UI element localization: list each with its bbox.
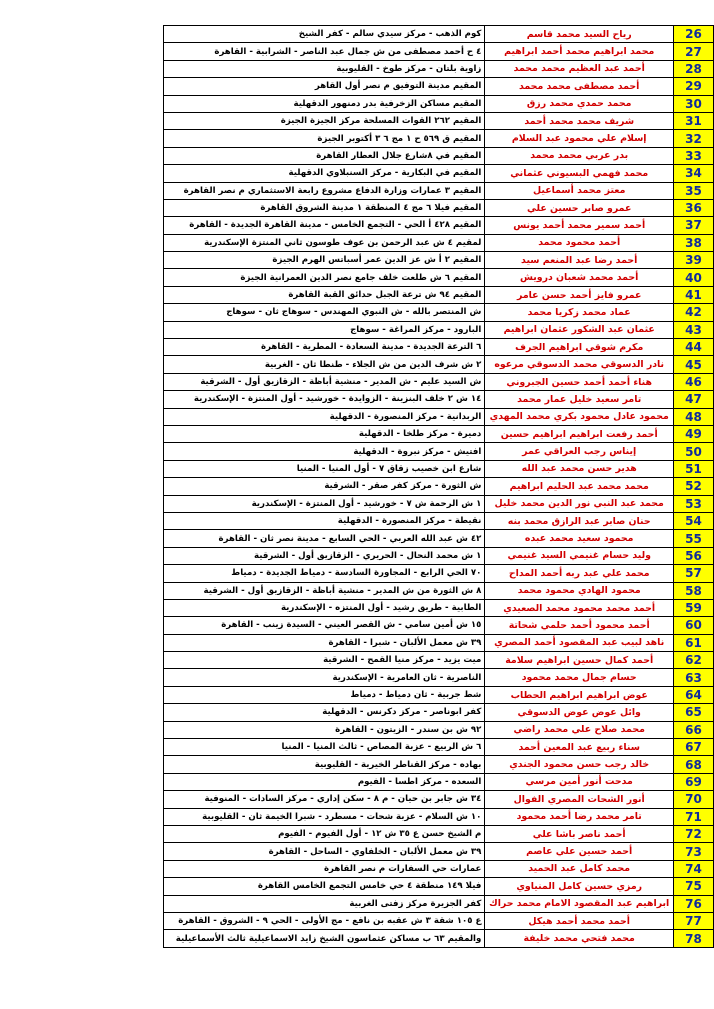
name-cell: أحمد محمود محمد bbox=[485, 234, 674, 251]
name-cell: رياح السيد محمد قاسم bbox=[485, 26, 674, 43]
table-row bbox=[164, 617, 714, 634]
table-row bbox=[164, 443, 714, 460]
address-cell: ٤٢ ش عبد الله العربي - الحي السابع - مدينة نصر ثان - القاهرة bbox=[164, 530, 485, 547]
table-row bbox=[164, 130, 714, 147]
table-row bbox=[164, 199, 714, 216]
name-cell: رمزي حسين كامل المنياوي bbox=[485, 878, 674, 895]
table-row bbox=[164, 652, 714, 669]
address-cell: ع ١٠٥ شقة ٣ ش عقبه بن نافع - مج الأولى - الحي ٩ - الشروق - القاهرة bbox=[164, 912, 485, 929]
name-cell: عمرو صابر حسين علي bbox=[485, 199, 674, 216]
number-cell: 73 bbox=[674, 843, 714, 860]
name-cell: أحمد رفعت ابراهيم ابراهيم حسين bbox=[485, 425, 674, 442]
table-row bbox=[164, 704, 714, 721]
table-row bbox=[164, 930, 714, 947]
table-row bbox=[164, 408, 714, 425]
name-cell: ابراهيم عبد المقصود الامام محمد حراك bbox=[485, 895, 674, 912]
number-cell: 62 bbox=[674, 652, 714, 669]
table-row bbox=[164, 860, 714, 877]
table-row bbox=[164, 825, 714, 842]
table-row bbox=[164, 286, 714, 303]
number-cell: 58 bbox=[674, 582, 714, 599]
number-cell: 38 bbox=[674, 234, 714, 251]
address-cell: المقيم في البكارية - مركز السنبلاوي الدقهلية bbox=[164, 165, 485, 182]
address-cell: ٩٢ ش بن سندر - الزيتون - القاهرة bbox=[164, 721, 485, 738]
address-cell: ٦ الترعة الجديدة - مدينة السعادة - المطرية - القاهرة bbox=[164, 339, 485, 356]
name-cell: محمد حمدي محمد رزق bbox=[485, 95, 674, 112]
name-cell: محمود عادل محمود بكري محمد المهدي bbox=[485, 408, 674, 425]
name-cell: نادر الدسوقي محمد الدسوقي مرعوه bbox=[485, 356, 674, 373]
table-row bbox=[164, 60, 714, 77]
table-row bbox=[164, 634, 714, 651]
address-cell: المقيم مساكن الزخرفية بدر دمنهور الدقهلية bbox=[164, 95, 485, 112]
address-cell: ١٤ ش ٢ خلف البنزينة - الزوايدة - خورشيد - أول المنتزة - الإسكندرية bbox=[164, 391, 485, 408]
address-cell: ٢ ش شرف الدين من ش الجلاء - طنطا ثان - الغربية bbox=[164, 356, 485, 373]
number-cell: 46 bbox=[674, 373, 714, 390]
table-row bbox=[164, 773, 714, 790]
number-cell: 68 bbox=[674, 756, 714, 773]
address-cell: السعده - مركز اطسا - الفيوم bbox=[164, 773, 485, 790]
name-cell: محمد فهمي البسيوني عثماني bbox=[485, 165, 674, 182]
name-cell: أحمد محمود أحمد حلمي شحاتة bbox=[485, 617, 674, 634]
address-cell: المقيم ق ٥٦٩ ح ١ مج ٦ ٣ أكتوبر الجيزة bbox=[164, 130, 485, 147]
address-cell: المقيم فيلا ٦ مج ٤ المنطقة ١ مدينة الشروق القاهرة bbox=[164, 199, 485, 216]
number-cell: 41 bbox=[674, 286, 714, 303]
table-row bbox=[164, 339, 714, 356]
table-row bbox=[164, 269, 714, 286]
table-row bbox=[164, 26, 714, 43]
number-cell: 56 bbox=[674, 547, 714, 564]
number-cell: 60 bbox=[674, 617, 714, 634]
address-cell: ٣٩ ش معمل الألبان - شبرا - القاهرة bbox=[164, 634, 485, 651]
address-cell: نقيطة - مركز المنصورة - الدقهلية bbox=[164, 512, 485, 529]
address-cell: كفر ابوناصر - مركز دكرنس - الدقهلية bbox=[164, 704, 485, 721]
table-row bbox=[164, 217, 714, 234]
name-cell: محمد كامل عبد الحميد bbox=[485, 860, 674, 877]
name-cell: عوض ابراهيم ابراهيم الحطاب bbox=[485, 686, 674, 703]
table-row bbox=[164, 95, 714, 112]
number-cell: 28 bbox=[674, 60, 714, 77]
number-cell: 37 bbox=[674, 217, 714, 234]
name-cell: محمد صلاح علي محمد راضي bbox=[485, 721, 674, 738]
name-cell: أحمد كمال حسين ابراهيم سلامة bbox=[485, 652, 674, 669]
address-cell: افتيش - مركز نبروة - الدقهلية bbox=[164, 443, 485, 460]
address-cell: المقيم ٣ عمارات وزارة الدفاع مشروع رابعة الاستثماري م نصر القاهرة bbox=[164, 182, 485, 199]
address-cell: ش المنتصر بالله - ش النبوي المهندس - سوهاج ثان - سوهاج bbox=[164, 304, 485, 321]
number-cell: 31 bbox=[674, 112, 714, 129]
table-row bbox=[164, 252, 714, 269]
address-cell: والمقيم ٦٣ ب مساكن عثماسون الشيخ زايد الاسماعيلية ثالث الأسماعيلية bbox=[164, 930, 485, 947]
table-row bbox=[164, 182, 714, 199]
table-row bbox=[164, 530, 714, 547]
table-row bbox=[164, 112, 714, 129]
name-cell: أحمد ناصر باشا علي bbox=[485, 825, 674, 842]
address-cell: الناصرية - ثان العامرية - الإسكندرية bbox=[164, 669, 485, 686]
table-row bbox=[164, 599, 714, 616]
number-cell: 77 bbox=[674, 912, 714, 929]
number-cell: 76 bbox=[674, 895, 714, 912]
number-cell: 52 bbox=[674, 478, 714, 495]
address-cell: شارع ابن خصيب زقاق ٧ - أول المنيا - المنيا bbox=[164, 460, 485, 477]
name-cell: أحمد رضا عبد المنعم سيد bbox=[485, 252, 674, 269]
number-cell: 78 bbox=[674, 930, 714, 947]
name-cell: خالد رجب حسن محمود الجندي bbox=[485, 756, 674, 773]
table-row bbox=[164, 460, 714, 477]
table-row bbox=[164, 912, 714, 929]
number-cell: 64 bbox=[674, 686, 714, 703]
table-row bbox=[164, 495, 714, 512]
name-cell: مدحت أنور أمين مرسي bbox=[485, 773, 674, 790]
name-cell: هناء أحمد أحمد حسين الجبروني bbox=[485, 373, 674, 390]
address-cell: م الشيخ حسن ع ٣٥ ش ١٢ - أول الفيوم - الفيوم bbox=[164, 825, 485, 842]
name-cell: أحمد سمير محمد أحمد يونس bbox=[485, 217, 674, 234]
name-cell: تامر سعيد خليل عمار محمد bbox=[485, 391, 674, 408]
name-cell: شريف محمد محمد أحمد bbox=[485, 112, 674, 129]
name-cell: مكرم شوقي ابراهيم الجرف bbox=[485, 339, 674, 356]
address-cell: المقيم ٤٢٨ أ الحي - التجمع الخامس - مدينة القاهرة الجديدة - القاهرة bbox=[164, 217, 485, 234]
name-cell: حنان صابر عبد الرازق محمد بنه bbox=[485, 512, 674, 529]
table-body bbox=[164, 26, 714, 948]
name-cell: أحمد محمد محمود محمد الصعيدي bbox=[485, 599, 674, 616]
address-cell: المقيم ٢٦٢ القوات المسلحة مركز الجيزة الجيزة bbox=[164, 112, 485, 129]
address-cell: ١ ش محمد النحال - الحريري - الزقازيق أول - الشرقية bbox=[164, 547, 485, 564]
address-cell: ٧٠ الحي الرابع - المجاورة السادسة - دمياط الجديدة - دمياط bbox=[164, 565, 485, 582]
number-cell: 57 bbox=[674, 565, 714, 582]
number-cell: 39 bbox=[674, 252, 714, 269]
address-cell: فيلا ١٤٩ منطقة ٤ حي خامس التجمع الخامس القاهرة bbox=[164, 878, 485, 895]
number-cell: 30 bbox=[674, 95, 714, 112]
number-cell: 53 bbox=[674, 495, 714, 512]
name-cell: أحمد حسين علي عاصم bbox=[485, 843, 674, 860]
table-row bbox=[164, 78, 714, 95]
address-cell: ٨ ش الثورة من ش المدير - منشية أباظة - الزقازيق أول - الشرقية bbox=[164, 582, 485, 599]
address-cell: ١٠ ش السلام - عزبة شحات - مسطرد - شبرا الخيمة ثان - القليوبية bbox=[164, 808, 485, 825]
table-row bbox=[164, 739, 714, 756]
address-cell: المقيم ٩٤ ش ترعة الجبل حدائق القبة القاهرة bbox=[164, 286, 485, 303]
address-cell: ش الثورة - مركز كفر صقر - الشرقية bbox=[164, 478, 485, 495]
address-cell: ٣٩ ش معمل الألبان - الخلفاوي - الساحل - القاهرة bbox=[164, 843, 485, 860]
name-cell: أحمد مصطفى محمد محمد bbox=[485, 78, 674, 95]
number-cell: 59 bbox=[674, 599, 714, 616]
name-cell: محمد عبد النبي نور الدين محمد خليل bbox=[485, 495, 674, 512]
number-cell: 43 bbox=[674, 321, 714, 338]
address-cell: ١٥ ش أمين سامي - ش القصر العيني - السيدة زينب - القاهرة bbox=[164, 617, 485, 634]
table-row bbox=[164, 478, 714, 495]
number-cell: 35 bbox=[674, 182, 714, 199]
name-cell: وائل عوض عوض الدسوقي bbox=[485, 704, 674, 721]
name-cell: أحمد محمد شعبان درويش bbox=[485, 269, 674, 286]
number-cell: 33 bbox=[674, 147, 714, 164]
name-cell: محمد محمد عبد الحليم ابراهيم bbox=[485, 478, 674, 495]
address-cell: ٦ ش الربيع - عزبة المصاص - ثالث المنيا - المنيا bbox=[164, 739, 485, 756]
table-row bbox=[164, 165, 714, 182]
address-cell: ميت يزيد - مركز منيا القمح - الشرقية bbox=[164, 652, 485, 669]
number-cell: 47 bbox=[674, 391, 714, 408]
number-cell: 51 bbox=[674, 460, 714, 477]
number-cell: 74 bbox=[674, 860, 714, 877]
table-row bbox=[164, 721, 714, 738]
number-cell: 29 bbox=[674, 78, 714, 95]
number-cell: 67 bbox=[674, 739, 714, 756]
name-cell: بدر عربي محمد محمد bbox=[485, 147, 674, 164]
number-cell: 32 bbox=[674, 130, 714, 147]
number-cell: 34 bbox=[674, 165, 714, 182]
address-cell: بهاده - مركز القناطر الخيرية - القليوبية bbox=[164, 756, 485, 773]
name-cell: عماد محمد زكريا محمد bbox=[485, 304, 674, 321]
table-row bbox=[164, 43, 714, 60]
name-cell: ناهد لبيب عبد المقصود أحمد المصري bbox=[485, 634, 674, 651]
registry-table bbox=[163, 25, 714, 948]
number-cell: 49 bbox=[674, 425, 714, 442]
name-cell: هدير حسن محمد عبد الله bbox=[485, 460, 674, 477]
name-cell: سناء ربيع عبد المعين أحمد bbox=[485, 739, 674, 756]
name-cell: محمود الهادي محمود محمد bbox=[485, 582, 674, 599]
address-cell: ٤ ح أحمد مصطفى من ش جمال عبد الناصر - الشرابية - القاهرة bbox=[164, 43, 485, 60]
address-cell: دميرة - مركز طلخا - الدقهلية bbox=[164, 425, 485, 442]
number-cell: 63 bbox=[674, 669, 714, 686]
table-row bbox=[164, 512, 714, 529]
name-cell: إيناس رجب العراقي عمر bbox=[485, 443, 674, 460]
number-cell: 27 bbox=[674, 43, 714, 60]
name-cell: أحمد عبد العظيم محمد محمد bbox=[485, 60, 674, 77]
number-cell: 44 bbox=[674, 339, 714, 356]
name-cell: محمد ابراهيم محمد أحمد ابراهيم bbox=[485, 43, 674, 60]
number-cell: 69 bbox=[674, 773, 714, 790]
table-row bbox=[164, 756, 714, 773]
table-row bbox=[164, 808, 714, 825]
address-cell: الربدانية - مركز المنصورة - الدقهلية bbox=[164, 408, 485, 425]
number-cell: 75 bbox=[674, 878, 714, 895]
number-cell: 55 bbox=[674, 530, 714, 547]
address-cell: ١ ش الرحمة ش ٧ - خورشيد - أول المنتزة - الإسكندرية bbox=[164, 495, 485, 512]
table-row bbox=[164, 565, 714, 582]
table-row bbox=[164, 843, 714, 860]
table-row bbox=[164, 547, 714, 564]
number-cell: 45 bbox=[674, 356, 714, 373]
number-cell: 50 bbox=[674, 443, 714, 460]
address-cell: شط جربية - ثان دمياط - دمياط bbox=[164, 686, 485, 703]
number-cell: 36 bbox=[674, 199, 714, 216]
name-cell: معتز محمد أسماعيل bbox=[485, 182, 674, 199]
address-cell: المقيم ٢ أ ش عز الدين عمر أسباتس الهرم الجيزة bbox=[164, 252, 485, 269]
name-cell: تامر محمد رضا أحمد محمود bbox=[485, 808, 674, 825]
address-cell: ٣٤ ش جابر بن حيان - م ٨ - سكن إداري - مركز السادات - المنوفية bbox=[164, 791, 485, 808]
number-cell: 48 bbox=[674, 408, 714, 425]
table-row bbox=[164, 669, 714, 686]
table-row bbox=[164, 391, 714, 408]
name-cell: أحمد محمد أحمد هيكل bbox=[485, 912, 674, 929]
address-cell: البارود - مركز المراغة - سوهاج bbox=[164, 321, 485, 338]
number-cell: 61 bbox=[674, 634, 714, 651]
table-row bbox=[164, 686, 714, 703]
name-cell: عثمان عبد الشكور عثمان ابراهيم bbox=[485, 321, 674, 338]
table-row bbox=[164, 356, 714, 373]
number-cell: 66 bbox=[674, 721, 714, 738]
address-cell: الطابية - طريق رشيد - أول المنتزه - الإسكندرية bbox=[164, 599, 485, 616]
address-cell: المقيم مدينة التوفيق م نصر أول القاهر bbox=[164, 78, 485, 95]
address-cell: ش السيد عليم - ش المدير - منشية أباظة - الزقازيق أول - الشرقية bbox=[164, 373, 485, 390]
table-row bbox=[164, 895, 714, 912]
table-row bbox=[164, 373, 714, 390]
number-cell: 40 bbox=[674, 269, 714, 286]
name-cell: أنور الشحات المصري الفوال bbox=[485, 791, 674, 808]
address-cell: لمقيم ٤ ش عبد الرحمن بن عوف طوسون ثاني المنتزة الإسكندرية bbox=[164, 234, 485, 251]
name-cell: محمد علي عبد ربه أحمد المداح bbox=[485, 565, 674, 582]
number-cell: 26 bbox=[674, 26, 714, 43]
name-cell: عمرو فايز أحمد حسن عامر bbox=[485, 286, 674, 303]
table-row bbox=[164, 582, 714, 599]
name-cell: محمد فتحي محمد خليفة bbox=[485, 930, 674, 947]
address-cell: المقيم في ٨شارع جلال العطار القاهرة bbox=[164, 147, 485, 164]
table-row bbox=[164, 425, 714, 442]
number-cell: 54 bbox=[674, 512, 714, 529]
name-cell: وليد حسام غنيمي السيد غنيمي bbox=[485, 547, 674, 564]
number-cell: 70 bbox=[674, 791, 714, 808]
number-cell: 71 bbox=[674, 808, 714, 825]
address-cell: المقيم ٦ ش طلعت خلف جامع نصر الدين العمرانية الجيزة bbox=[164, 269, 485, 286]
table-row bbox=[164, 304, 714, 321]
name-cell: حسام جمال محمد محمود bbox=[485, 669, 674, 686]
table-row bbox=[164, 321, 714, 338]
table-row bbox=[164, 234, 714, 251]
number-cell: 65 bbox=[674, 704, 714, 721]
table-row bbox=[164, 791, 714, 808]
name-cell: إسلام علي محمود عبد السلام bbox=[485, 130, 674, 147]
address-cell: كفر الجزيرة مركز زفتى الغربية bbox=[164, 895, 485, 912]
table-row bbox=[164, 147, 714, 164]
name-cell: محمود سعيد محمد عبده bbox=[485, 530, 674, 547]
number-cell: 42 bbox=[674, 304, 714, 321]
address-cell: زاوية بلتان - مركز طوخ - القليوبية bbox=[164, 60, 485, 77]
address-cell: عمارات حي السفارات م نصر القاهرة bbox=[164, 860, 485, 877]
address-cell: كوم الذهب - مركز سيدي سالم - كفر الشيخ bbox=[164, 26, 485, 43]
table-row bbox=[164, 878, 714, 895]
number-cell: 72 bbox=[674, 825, 714, 842]
